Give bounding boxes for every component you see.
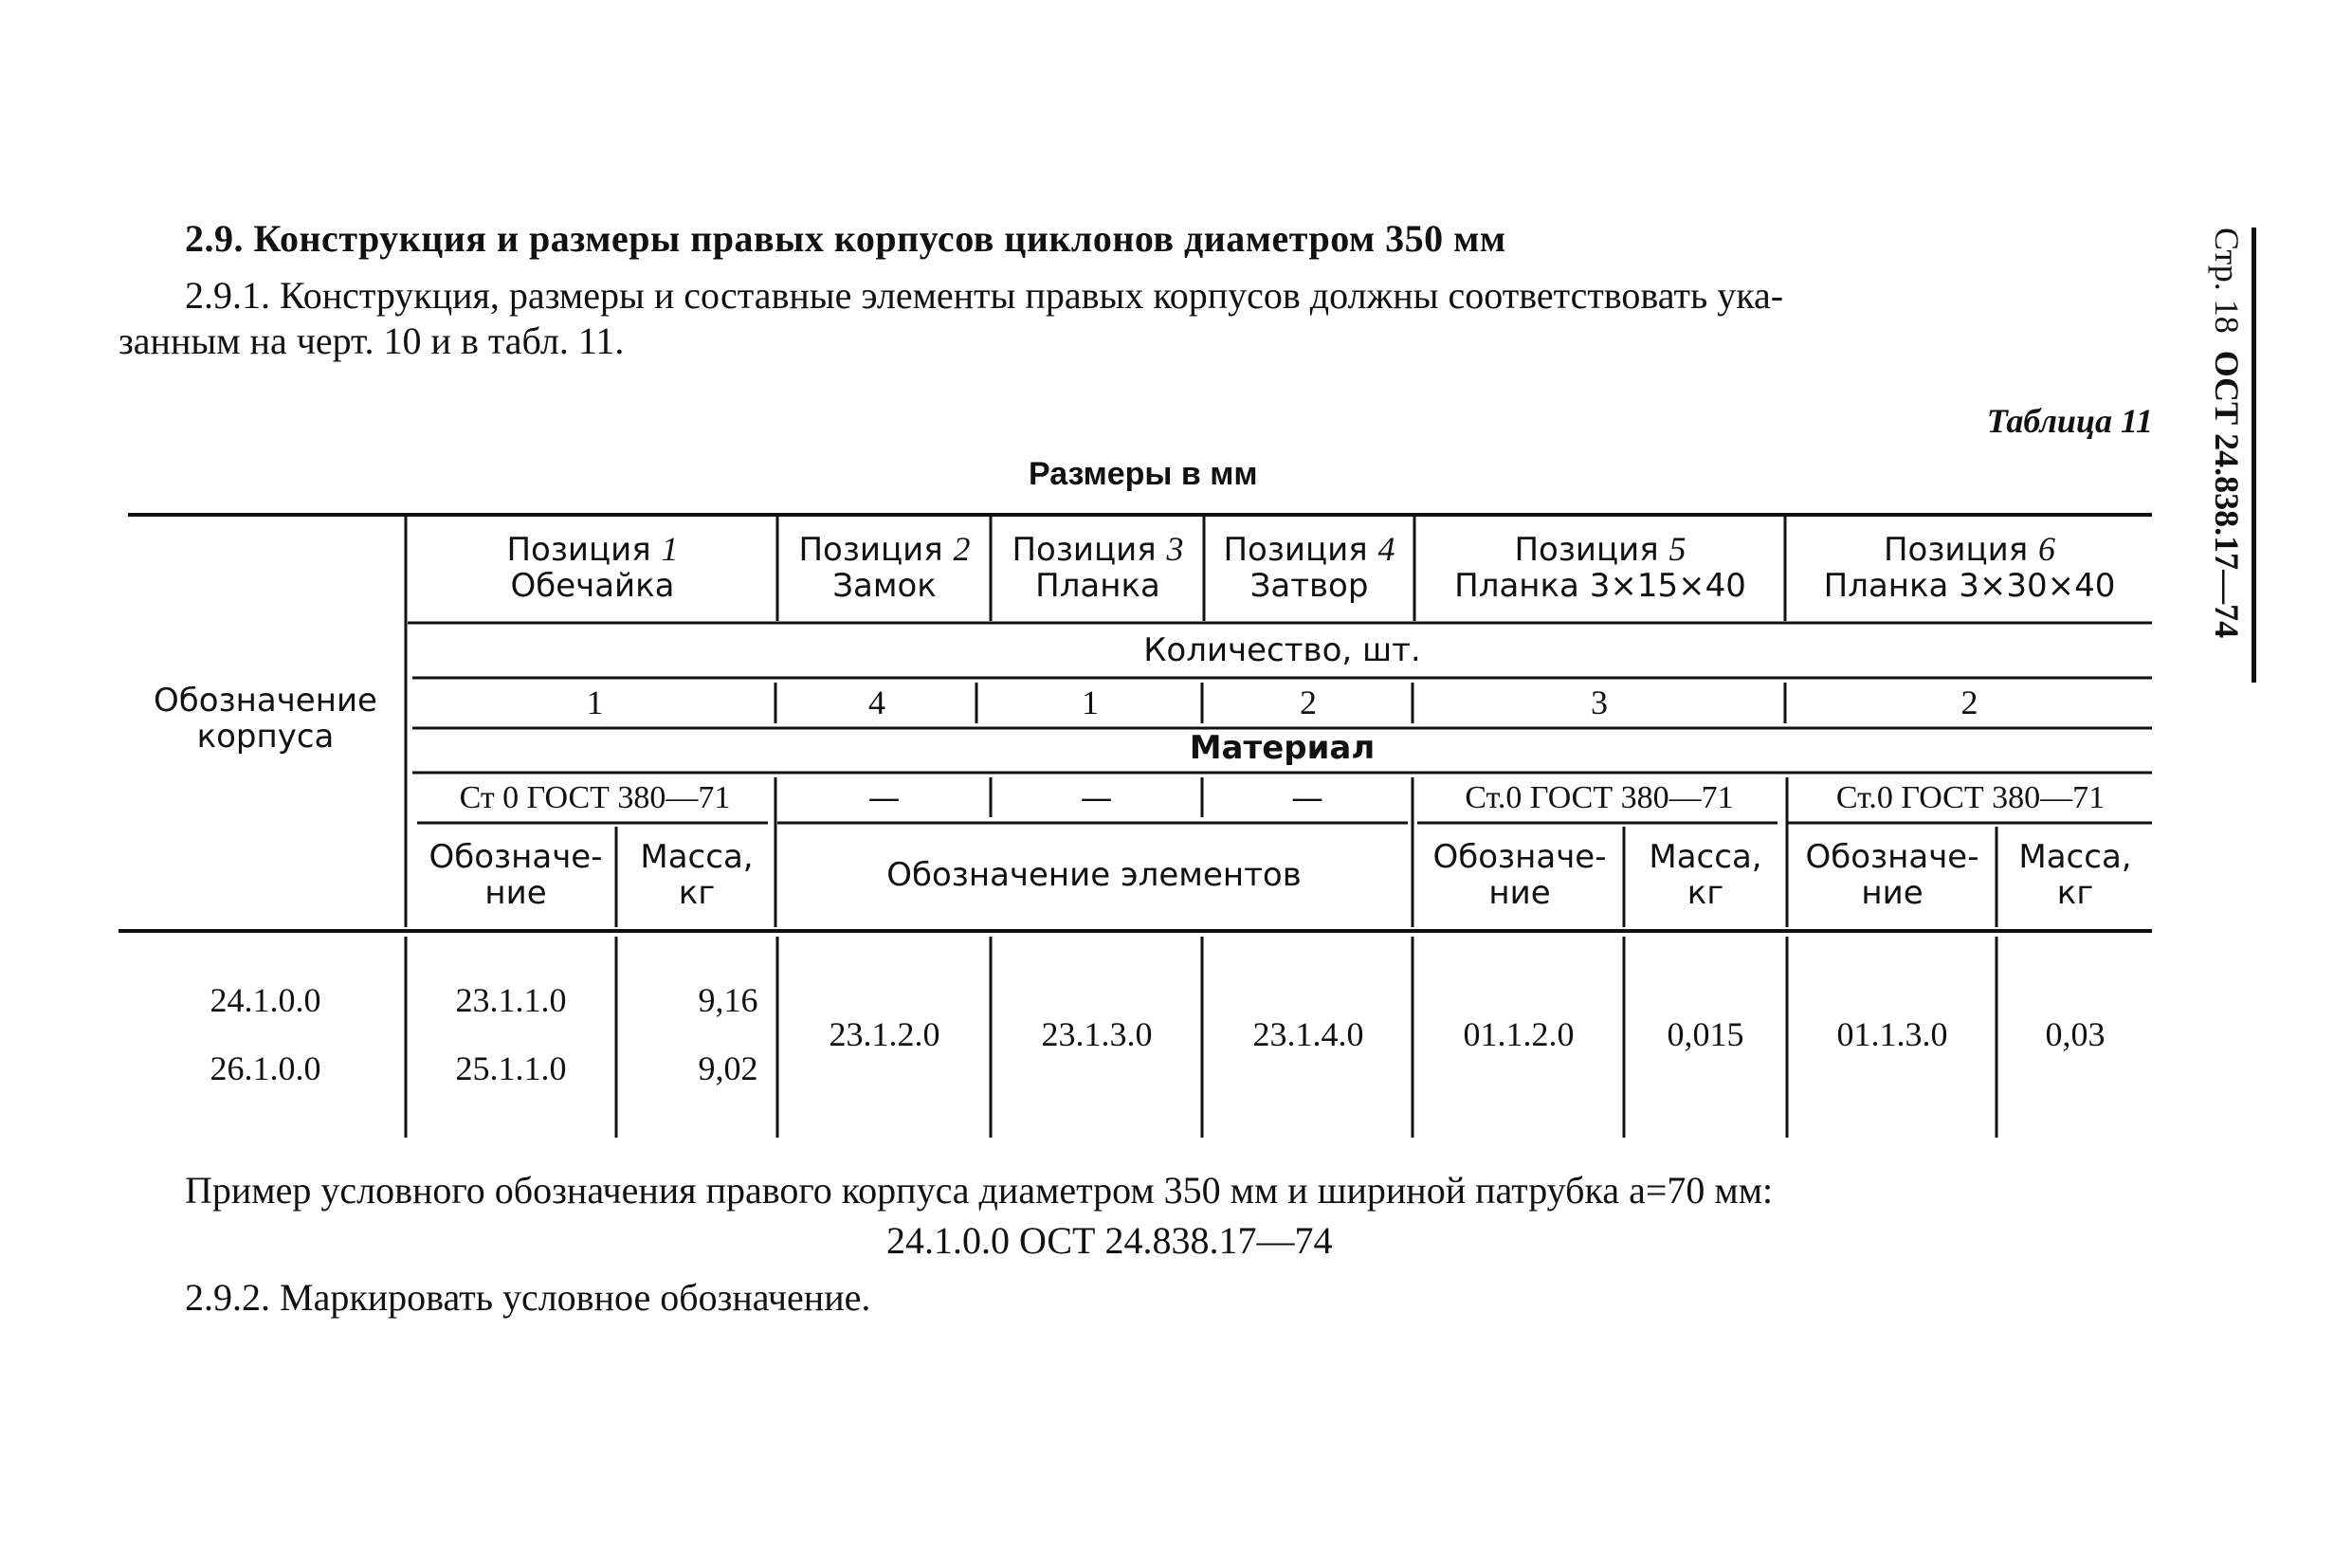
example-line-1: Пример условного обозначения правого корпуса диаметром 350 мм и шириной патрубка a=70 мм: — [185, 1169, 1774, 1212]
p5-designation: 01.1.2.0 — [1463, 1015, 1575, 1053]
marking-paragraph: 2.9.2. Маркировать условное обозначение. — [185, 1276, 871, 1319]
quantity-p5: 3 — [1591, 684, 1608, 721]
material-p5: Ст.0 ГОСТ 380—71 — [1465, 780, 1734, 815]
units-note: Размеры в мм — [1029, 456, 1258, 492]
p6-mass: 0,03 — [2045, 1015, 2106, 1053]
subheader-p6-mass: Масса, кг — [2018, 838, 2132, 912]
material-p3: — — [1080, 779, 1113, 817]
position-number: 5 — [1668, 530, 1687, 568]
position-header-3 — [993, 531, 1203, 604]
position-title: Позиция — [1012, 531, 1157, 569]
p1-designation-row-2: 25.1.1.0 — [455, 1049, 567, 1087]
quantity-header: Количество, шт. — [1143, 631, 1421, 669]
body-designation-row-1: 24.1.0.0 — [210, 981, 321, 1019]
position-name: Планка — [1035, 567, 1160, 605]
position-name: Планка 3×30×40 — [1823, 567, 2116, 605]
p1-designation-row-1: 23.1.1.0 — [455, 981, 567, 1019]
quantity-p4: 2 — [1300, 684, 1317, 721]
position-title: Позиция — [1223, 531, 1368, 569]
subheader-p5-designation: Обозначе- ние — [1432, 838, 1607, 912]
table-caption: Таблица 11 — [1986, 402, 2153, 440]
position-header-2 — [779, 531, 990, 604]
position-number: 2 — [953, 530, 971, 568]
side-page-number: Стр. 18 — [2208, 228, 2246, 334]
p2-designation: 23.1.2.0 — [829, 1015, 940, 1053]
p3-designation: 23.1.3.0 — [1041, 1015, 1153, 1053]
quantity-p1: 1 — [586, 684, 604, 721]
position-number: 1 — [661, 530, 679, 568]
position-number: 4 — [1377, 530, 1395, 568]
p1-mass-row-2: 9,02 — [698, 1049, 758, 1087]
example-line-2: 24.1.0.0 ОСТ 24.838.17—74 — [886, 1219, 1333, 1262]
subheader-p1-designation: Обозначе- ние — [428, 838, 603, 912]
p1-mass-row-1: 9,16 — [698, 981, 758, 1019]
quantity-p2: 4 — [868, 684, 885, 721]
position-title: Позиция — [798, 531, 943, 569]
material-p2: — — [867, 779, 901, 817]
section-heading: 2.9. Конструкция и размеры правых корпусов циклонов диаметром 350 мм — [185, 217, 1506, 260]
paragraph-line-2: занным на черт. 10 и в табл. 11. — [119, 319, 625, 362]
position-title: Позиция — [1514, 531, 1659, 569]
position-header-1 — [417, 531, 768, 604]
body-designation-row-2: 26.1.0.0 — [210, 1049, 321, 1087]
subheader-p1-mass: Масса, кг — [640, 838, 754, 912]
position-number: 3 — [1166, 530, 1184, 568]
subheader-p5-mass: Масса, кг — [1649, 838, 1762, 912]
quantity-p6: 2 — [1960, 684, 1978, 721]
paragraph-line-1: 2.9.1. Конструкция, размеры и составные элементы правых корпусов должны соответствовать ука- — [185, 274, 1784, 317]
subheader-p6-designation: Обозначе- ние — [1805, 838, 1979, 912]
material-p1: Ст 0 ГОСТ 380—71 — [459, 780, 731, 815]
p6-designation: 01.1.3.0 — [1836, 1015, 1948, 1053]
material-p6: Ст.0 ГОСТ 380—71 — [1835, 780, 2106, 815]
material-p4: — — [1291, 779, 1323, 817]
designation-header: Обозначение корпуса — [154, 682, 377, 756]
material-header: Материал — [1189, 729, 1376, 767]
position-header-4 — [1206, 531, 1413, 604]
p4-designation: 23.1.4.0 — [1252, 1015, 1364, 1053]
position-name: Обечайка — [510, 567, 675, 605]
position-name: Замок — [832, 567, 937, 605]
position-number: 6 — [2038, 530, 2056, 568]
position-name: Планка 3×15×40 — [1454, 567, 1746, 605]
position-header-5 — [1416, 531, 1784, 604]
quantity-p3: 1 — [1082, 684, 1099, 721]
p5-mass: 0,015 — [1667, 1015, 1744, 1053]
position-title: Позиция — [506, 531, 651, 569]
position-name: Затвор — [1249, 567, 1369, 605]
side-standard: ОСТ 24.838.17—74 — [2208, 350, 2246, 639]
elements-header: Обозначение элементов — [886, 856, 1302, 894]
position-header-6 — [1787, 531, 2152, 604]
position-title: Позиция — [1883, 531, 2029, 569]
